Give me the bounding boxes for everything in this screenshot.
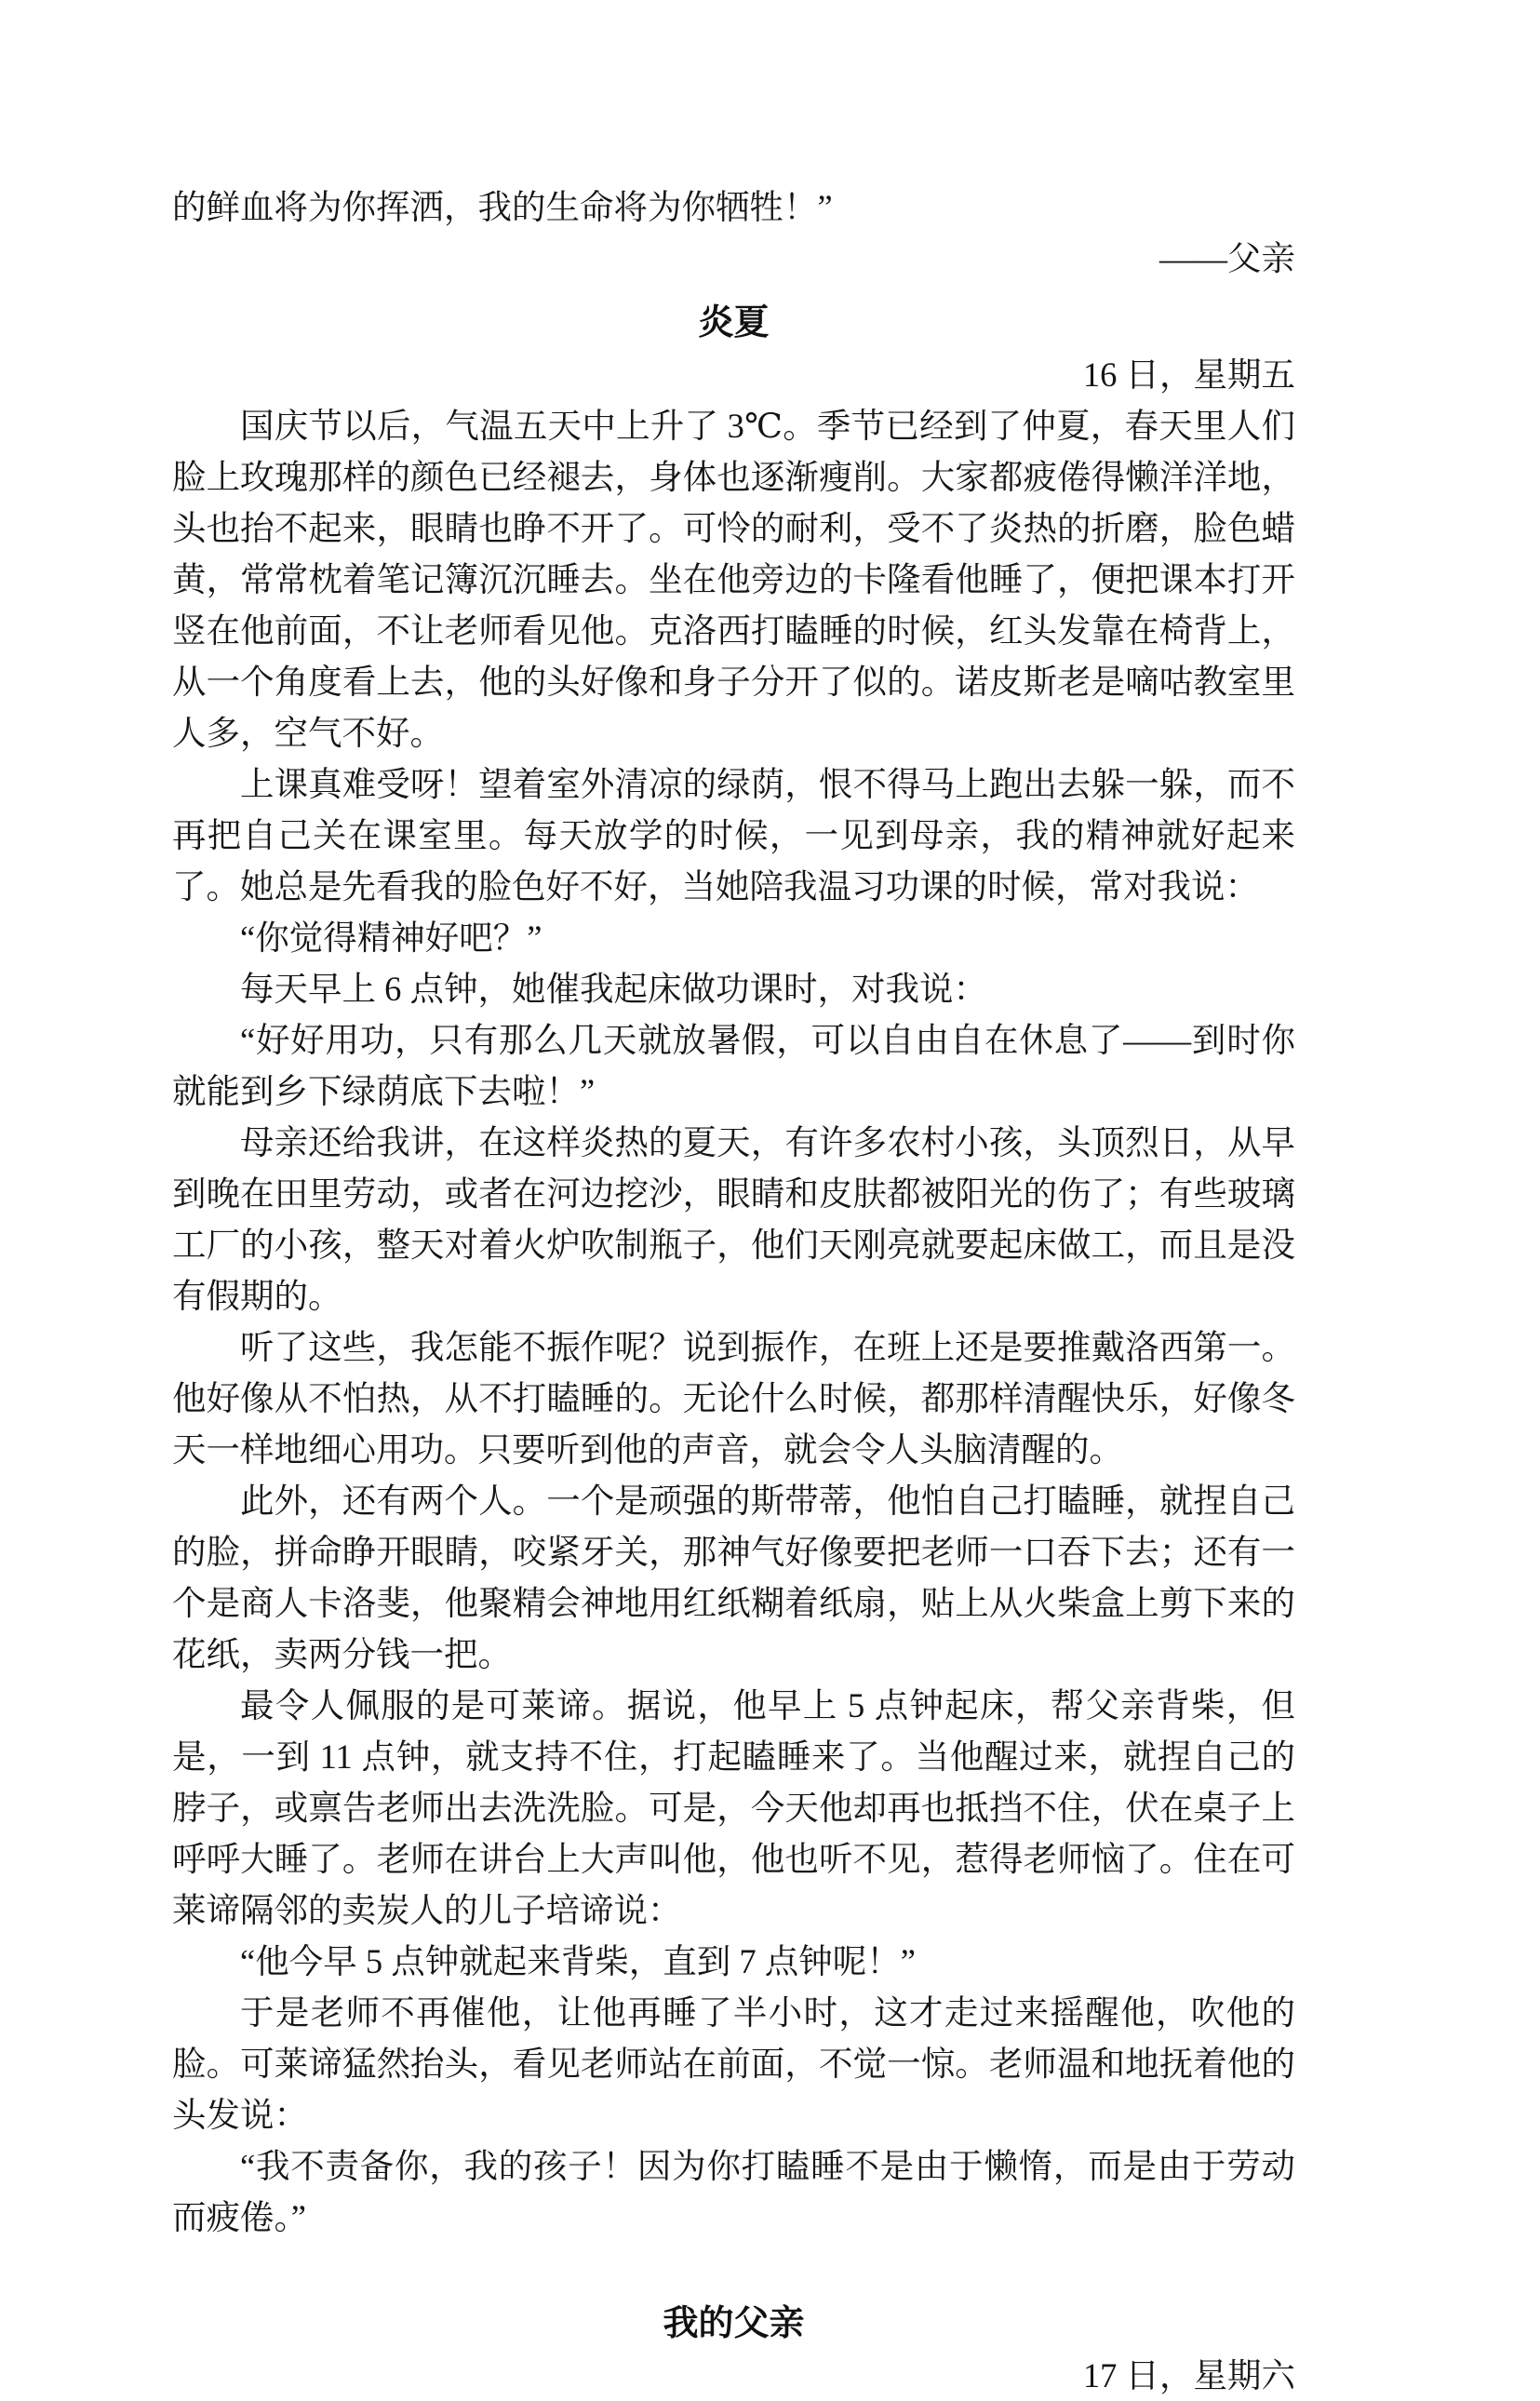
paragraph: 母亲还给我讲，在这样炎热的夏天，有许多农村小孩，头顶烈日，从早到晚在田里劳动，或者在河边挖沙，眼睛和皮肤都被阳光的伤了；有些玻璃工厂的小孩，整天对着火炉吹制瓶子，他们天刚亮就要起床做工，而且是没有假期的。 bbox=[172, 1123, 1295, 1315]
paragraph: 最令人佩服的是可莱谛。据说，他早上 5 点钟起床，帮父亲背柴，但是，一到 11 点钟，就支持不住，打起瞌睡来了。当他醒过来，就捏自己的脖子，或禀告老师出去洗洗脸。可是，今天他却再也抵挡不住，伏在桌子上呼呼大睡了。老师在讲台上大声叫他，他也听不见，惹得老师恼了。住在可莱谛隔邻的卖炭人的儿子培谛说： bbox=[172, 1686, 1295, 1929]
paragraph-dialogue: “你觉得精神好吧？” bbox=[240, 919, 542, 957]
paragraph: 听了这些，我怎能不振作呢？说到振作，在班上还是要推戴洛西第一。他好像从不怕热，从不打瞌睡的。无论什么时候，都那样清醒快乐，好像冬天一样地细心用功。只要听到他的声音，就会令人头脑清醒的。 bbox=[172, 1328, 1295, 1469]
attribution-line: ——父亲 bbox=[1159, 239, 1295, 277]
section-title-yanxia: 炎夏 bbox=[698, 303, 770, 342]
section-title-wodefuqin: 我的父亲 bbox=[663, 2304, 805, 2343]
section-date-wodefuqin: 17 日，星期六 bbox=[1082, 2356, 1295, 2394]
section-date-yanxia: 16 日，星期五 bbox=[1082, 355, 1295, 394]
paragraph: 每天早上 6 点钟，她催我起床做功课时，对我说： bbox=[240, 970, 987, 1008]
paragraph: 此外，还有两个人。一个是顽强的斯带蒂，他怕自己打瞌睡，就捏自己的脸，拼命睁开眼睛，咬紧牙关，那神气好像要把老师一口吞下去；还有一个是商人卡洛斐，他聚精会神地用红纸糊着纸扇，贴上从火柴盒上剪下来的花纸，卖两分钱一把。 bbox=[172, 1482, 1295, 1673]
paragraph: 于是老师不再催他，让他再睡了半小时，这才走过来摇醒他，吹他的脸。可莱谛猛然抬头，看见老师站在前面，不觉一惊。老师温和地抚着他的头发说： bbox=[172, 1993, 1295, 2134]
paragraph-dialogue: “好好用功，只有那么几天就放暑假，可以自由自在休息了——到时你就能到乡下绿荫底下去啦！” bbox=[172, 1021, 1295, 1110]
continuation-line: 的鲜血将为你挥洒，我的生命将为你牺牲！” bbox=[172, 188, 833, 226]
paragraph: 上课真难受呀！望着室外清凉的绿荫，恨不得马上跑出去躲一躲，而不再把自己关在课室里。每天放学的时候，一见到母亲，我的精神就好起来了。她总是先看我的脸色好不好，当她陪我温习功课的时候，常对我说： bbox=[172, 765, 1295, 905]
paragraph: 国庆节以后，气温五天中上升了 3℃。季节已经到了仲夏，春天里人们脸上玫瑰那样的颜色已经褪去，身体也逐渐瘦削。大家都疲倦得懒洋洋地，头也抬不起来，眼睛也睁不开了。可怜的耐利，受不了炎热的折磨，脸色蜡黄，常常枕着笔记簿沉沉睡去。坐在他旁边的卡隆看他睡了，便把课本打开竖在他前面，不让老师看见他。克洛西打瞌睡的时候，红头发靠在椅背上，从一个角度看上去，他的头好像和身子分开了似的。诺皮斯老是嘀咕教室里人多，空气不好。 bbox=[172, 407, 1295, 752]
paragraph-dialogue: “我不责备你，我的孩子！因为你打瞌睡不是由于懒惰，而是由于劳动而疲倦。” bbox=[172, 2147, 1295, 2236]
paragraph-dialogue: “他今早 5 点钟就起来背柴，直到 7 点钟呢！” bbox=[240, 1942, 916, 1980]
